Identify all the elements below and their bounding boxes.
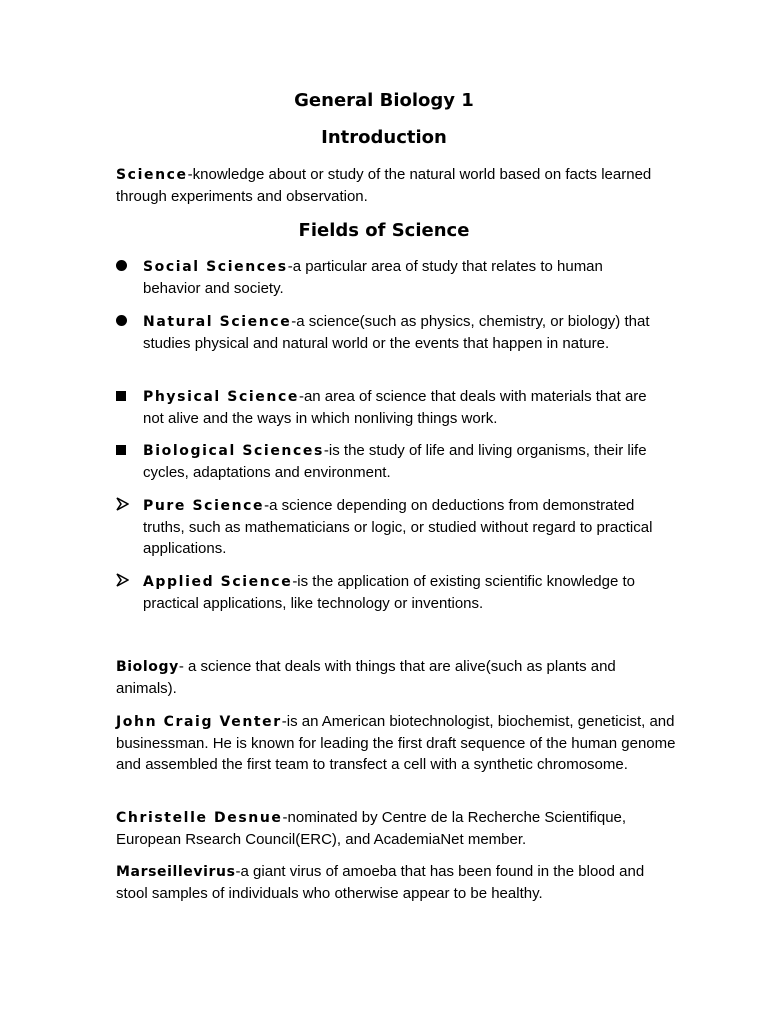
science-definition-text: -knowledge about or study of the natural world based on facts learned through experiments and observation. bbox=[116, 166, 652, 205]
glossary-term: John Craig Venter bbox=[116, 714, 282, 730]
square-bullet-icon bbox=[116, 445, 130, 459]
science-definition bbox=[116, 164, 676, 207]
list-item bbox=[143, 256, 663, 299]
field-term: Applied Science bbox=[143, 574, 293, 590]
glossary-definition: - a science that deals with things that are alive(such as plants and animals). bbox=[116, 658, 616, 697]
field-definition: -is the application of existing scientific knowledge to practical applications, like technology or inventions. bbox=[143, 573, 635, 612]
list-item bbox=[143, 571, 663, 614]
field-term: Physical Science bbox=[143, 389, 299, 405]
list-item bbox=[143, 386, 663, 429]
list-item bbox=[143, 495, 663, 559]
dot-bullet-icon bbox=[116, 260, 130, 274]
field-term: Biological Sciences bbox=[143, 443, 324, 459]
glossary-entry bbox=[116, 861, 676, 904]
field-definition: -a science(such as physics, chemistry, or biology) that studies physical and natural world or the events that happen in nature. bbox=[143, 313, 650, 352]
document-title: General Biology 1 bbox=[294, 90, 474, 111]
arrow-bullet-icon bbox=[116, 497, 130, 511]
arrow-bullet-icon bbox=[116, 573, 130, 587]
dot-bullet-icon bbox=[116, 315, 130, 329]
glossary-term: Biology bbox=[116, 659, 179, 675]
glossary-definition: -is an American biotechnologist, biochemist, geneticist, and businessman. He is known for leading the first draft sequence of the human genome and assembled the first team to transfect a cell with a synthetic chromosome. bbox=[116, 713, 676, 773]
field-definition: -an area of science that deals with materials that are not alive and the ways in which nonliving things work. bbox=[143, 388, 647, 427]
glossary-definition: -a giant virus of amoeba that has been found in the blood and stool samples of individuals who otherwise appear to be healthy. bbox=[116, 863, 645, 902]
field-definition: -a particular area of study that relates to human behavior and society. bbox=[143, 258, 603, 297]
document-subtitle: Introduction bbox=[321, 127, 447, 148]
field-definition: -a science depending on deductions from demonstrated truths, such as mathematicians or logic, or studied without regard to practical applications. bbox=[143, 497, 653, 557]
field-definition: -is the study of life and living organisms, their life cycles, adaptations and environment. bbox=[143, 442, 647, 481]
list-item bbox=[143, 311, 663, 354]
glossary-entry bbox=[116, 656, 676, 699]
glossary-definition: -nominated by Centre de la Recherche Scientifique, European Rsearch Council(ERC), and AcademiaNet member. bbox=[116, 809, 627, 848]
field-term: Social Sciences bbox=[143, 259, 288, 275]
square-bullet-icon bbox=[116, 391, 130, 405]
science-term: Science bbox=[116, 167, 188, 183]
glossary-term: Marseillevirus bbox=[116, 864, 236, 880]
field-term: Pure Science bbox=[143, 498, 265, 514]
fields-heading: Fields of Science bbox=[298, 220, 470, 241]
glossary-entry bbox=[116, 807, 676, 850]
field-term: Natural Science bbox=[143, 314, 292, 330]
list-item bbox=[143, 440, 663, 483]
glossary-entry bbox=[116, 711, 676, 775]
glossary-term: Christelle Desnue bbox=[116, 810, 283, 826]
